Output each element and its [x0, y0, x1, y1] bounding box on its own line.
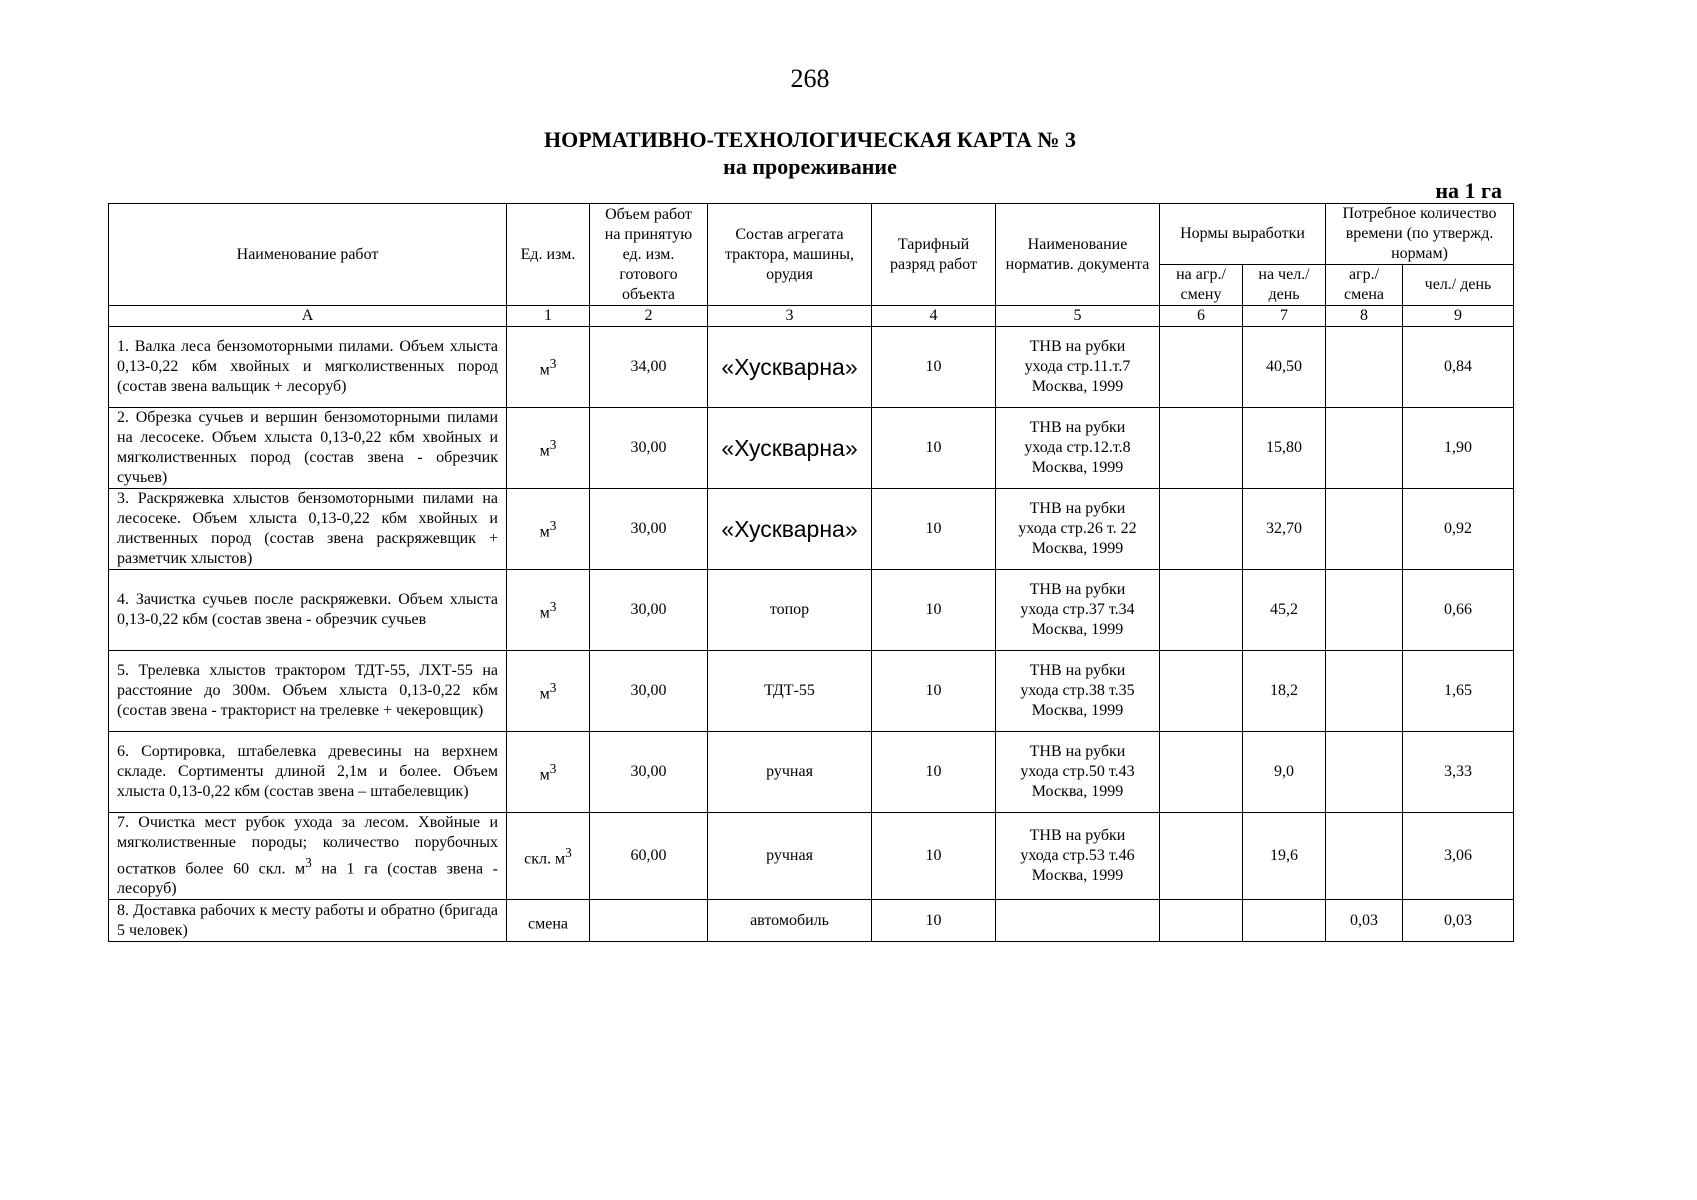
title-line: НОРМАТИВНО-ТЕХНОЛОГИЧЕСКАЯ КАРТА № 3 — [543, 127, 1076, 152]
time-unit-cell — [1326, 651, 1403, 732]
unit-cell — [507, 570, 590, 651]
time-unit-cell — [1326, 408, 1403, 489]
document-line: ухода стр.12.т.8 — [1024, 439, 1131, 456]
unit-superscript: 3 — [549, 517, 557, 533]
norm-per-person-cell: 40,50 — [1243, 327, 1326, 408]
column-index-row — [109, 306, 1514, 327]
document-line: ухода стр.11.т.7 — [1024, 358, 1131, 375]
norm-per-person-cell: 45,2 — [1243, 570, 1326, 651]
document-cell — [996, 570, 1160, 651]
equipment-cell: «Хускварна» — [708, 327, 872, 408]
document-cell — [996, 813, 1160, 900]
header-volume: Объем работ на принятую ед. изм. готового объекта — [590, 204, 708, 306]
unit-base: м — [539, 766, 550, 784]
document-line: ухода стр.26 т. 22 — [1018, 520, 1137, 537]
document-line: ТНВ на рубки — [1029, 743, 1126, 760]
document-cell — [996, 651, 1160, 732]
table-row — [109, 327, 1514, 408]
document-line: ухода стр.53 т.46 — [1020, 847, 1135, 865]
time-person-cell: 0,03 — [1403, 900, 1514, 942]
column-index: 6 — [1160, 306, 1243, 327]
tariff-cell: 10 — [872, 570, 996, 651]
norm-per-unit-cell — [1160, 489, 1243, 570]
unit-base: м — [539, 442, 550, 460]
work-name-cell: 2. Обрезка сучьев и вершин бензомоторными пилами на лесосеке. Объем хлыста 0,13-0,22 кбм хвойных и мягколиственных пород (состав звена - обрезчик сучьев) — [109, 408, 507, 489]
header-time-required: Потребное количество времени (по утвержд. нормам) — [1326, 204, 1514, 265]
unit-cell — [507, 651, 590, 732]
unit-base: смена — [528, 914, 568, 932]
column-index: 2 — [590, 306, 708, 327]
volume-cell: 30,00 — [590, 489, 708, 570]
work-name-cell: 3. Раскряжевка хлыстов бензомоторными пилами на лесосеке. Объем хлыста 0,13-0,22 кбм хвойных и лиственных пород (состав звена раскряжевщик + разметчик хлыстов) — [109, 489, 507, 570]
document-line: ТНВ на рубки — [1029, 827, 1126, 845]
norm-per-unit-cell — [1160, 651, 1243, 732]
unit-superscript: 3 — [549, 760, 557, 776]
subtitle-line: на прореживание — [723, 154, 897, 179]
unit-cell — [507, 408, 590, 489]
document-cell — [996, 489, 1160, 570]
norm-per-unit-cell — [1160, 408, 1243, 489]
work-name-cell: 5. Трелевка хлыстов трактором ТДТ-55, ЛХТ-55 на расстояние до 300м. Объем хлыста 0,13-0,22 кбм (состав звена - тракторист на трелевке + чекеровщик) — [109, 651, 507, 732]
document-cell — [996, 327, 1160, 408]
tariff-cell: 10 — [872, 732, 996, 813]
unit-cell — [507, 813, 590, 900]
tariff-cell: 10 — [872, 900, 996, 942]
work-name-text: 7. Очистка мест рубок ухода за лесом. Хвойные и мягколиственные породы; количество порубочных остатков более 60 скл. м — [117, 814, 498, 878]
volume-cell: 34,00 — [590, 327, 708, 408]
header-output-norms: Нормы выработки — [1160, 204, 1326, 265]
unit-cell — [507, 489, 590, 570]
header-person-day: чел./ день — [1403, 265, 1514, 306]
time-person-cell: 3,33 — [1403, 732, 1514, 813]
table-row — [109, 900, 1514, 942]
header-row-1 — [109, 204, 1514, 265]
column-index: 4 — [872, 306, 996, 327]
header-unit: Ед. изм. — [507, 204, 590, 306]
header-unit-shift: агр./ смена — [1326, 265, 1403, 306]
column-index: 8 — [1326, 306, 1403, 327]
column-index: 9 — [1403, 306, 1514, 327]
document-line: Москва, 1999 — [1031, 540, 1124, 557]
work-name-superscript: 3 — [305, 855, 312, 870]
tariff-cell: 10 — [872, 327, 996, 408]
volume-cell: 30,00 — [590, 570, 708, 651]
norm-per-person-cell: 32,70 — [1243, 489, 1326, 570]
document-line: ТНВ на рубки — [1029, 338, 1126, 355]
time-unit-cell: 0,03 — [1326, 900, 1403, 942]
document-line: ТНВ на рубки — [1029, 500, 1126, 517]
page-number: 268 — [790, 64, 830, 93]
volume-cell — [590, 900, 708, 942]
unit-cell — [507, 732, 590, 813]
equipment-cell: «Хускварна» — [708, 489, 872, 570]
document-line: Москва, 1999 — [1031, 459, 1124, 476]
time-person-cell: 0,66 — [1403, 570, 1514, 651]
time-person-cell: 1,90 — [1403, 408, 1514, 489]
document-line: Москва, 1999 — [1031, 378, 1124, 395]
table-row — [109, 408, 1514, 489]
time-unit-cell — [1326, 327, 1403, 408]
norm-per-person-cell: 19,6 — [1243, 813, 1326, 900]
tariff-cell: 10 — [872, 489, 996, 570]
document-line: Москва, 1999 — [1031, 783, 1124, 800]
equipment-cell: ручная — [708, 813, 872, 900]
table-row — [109, 489, 1514, 570]
tariff-cell: 10 — [872, 408, 996, 489]
document-line: ухода стр.38 т.35 — [1020, 682, 1135, 699]
header-per-person-day: на чел./ день — [1243, 265, 1326, 306]
norm-per-person-cell: 18,2 — [1243, 651, 1326, 732]
equipment-cell: топор — [708, 570, 872, 651]
unit-base: м — [539, 523, 550, 541]
header-unit-composition: Состав агрегата трактора, машины, орудия — [708, 204, 872, 306]
norms-table — [108, 203, 1514, 942]
unit-superscript: 3 — [549, 355, 557, 371]
unit-base: м — [539, 604, 550, 622]
unit-base: м — [539, 685, 550, 703]
unit-cell — [507, 327, 590, 408]
table-row — [109, 570, 1514, 651]
table-row — [109, 651, 1514, 732]
unit-superscript: 3 — [549, 436, 557, 452]
column-index: 7 — [1243, 306, 1326, 327]
document-line: ухода стр.50 т.43 — [1020, 763, 1135, 780]
document-line: ухода стр.37 т.34 — [1020, 601, 1135, 618]
time-person-cell: 3,06 — [1403, 813, 1514, 900]
document-line: Москва, 1999 — [1031, 867, 1124, 885]
volume-cell: 30,00 — [590, 651, 708, 732]
header-per-unit-shift: на агр./ смену — [1160, 265, 1243, 306]
volume-cell: 60,00 — [590, 813, 708, 900]
equipment-cell: ручная — [708, 732, 872, 813]
volume-cell: 30,00 — [590, 408, 708, 489]
document-cell — [996, 900, 1160, 942]
column-index: 1 — [507, 306, 590, 327]
document-line: ТНВ на рубки — [1029, 581, 1126, 598]
norm-per-person-cell: 15,80 — [1243, 408, 1326, 489]
equipment-cell: автомобиль — [708, 900, 872, 942]
header-work-name: Наименование работ — [109, 204, 507, 306]
column-index: 3 — [708, 306, 872, 327]
header-tariff: Тарифный разряд работ — [872, 204, 996, 306]
document-cell — [996, 408, 1160, 489]
area-unit-note: на 1 га — [1435, 178, 1502, 203]
time-unit-cell — [1326, 570, 1403, 651]
column-index: А — [109, 306, 507, 327]
table-row — [109, 813, 1514, 900]
time-unit-cell — [1326, 732, 1403, 813]
document-title — [0, 126, 1620, 180]
work-name-cell: 4. Зачистка сучьев после раскряжевки. Объем хлыста 0,13-0,22 кбм (состав звена - обрезчик сучьев — [109, 570, 507, 651]
time-unit-cell — [1326, 813, 1403, 900]
time-unit-cell — [1326, 489, 1403, 570]
tariff-cell: 10 — [872, 813, 996, 900]
document-line: ТНВ на рубки — [1029, 419, 1126, 436]
work-name-text: на 1 га (состав звена - лесоруб) — [117, 860, 499, 898]
equipment-cell: ТДТ-55 — [708, 651, 872, 732]
work-name-cell: 8. Доставка рабочих к месту работы и обратно (бригада 5 человек) — [109, 900, 507, 942]
norm-per-unit-cell — [1160, 813, 1243, 900]
volume-cell: 30,00 — [590, 732, 708, 813]
document-line: Москва, 1999 — [1031, 621, 1124, 638]
document-line: Москва, 1999 — [1031, 702, 1124, 719]
time-person-cell: 0,92 — [1403, 489, 1514, 570]
time-person-cell: 1,65 — [1403, 651, 1514, 732]
norm-per-person-cell — [1243, 900, 1326, 942]
unit-superscript: 3 — [549, 679, 557, 695]
work-name-cell: 6. Сортировка, штабелевка древесины на верхнем складе. Сортименты длиной 2,1м и более. Объем хлыста 0,13-0,22 кбм (состав звена – штабелевщик) — [109, 732, 507, 813]
norm-per-unit-cell — [1160, 732, 1243, 813]
work-name-cell — [109, 813, 507, 900]
norm-per-unit-cell — [1160, 570, 1243, 651]
unit-cell — [507, 900, 590, 942]
unit-base: скл. м — [524, 850, 566, 868]
table-row — [109, 732, 1514, 813]
column-index: 5 — [996, 306, 1160, 327]
norm-per-person-cell: 9,0 — [1243, 732, 1326, 813]
unit-superscript: 3 — [549, 598, 557, 614]
unit-superscript: 3 — [565, 845, 572, 860]
document-cell — [996, 732, 1160, 813]
work-name-cell: 1. Валка леса бензомоторными пилами. Объем хлыста 0,13-0,22 кбм хвойных и мягколиственных пород (состав звена вальщик + лесоруб) — [109, 327, 507, 408]
tariff-cell: 10 — [872, 651, 996, 732]
equipment-cell: «Хускварна» — [708, 408, 872, 489]
norm-per-unit-cell — [1160, 327, 1243, 408]
time-person-cell: 0,84 — [1403, 327, 1514, 408]
unit-base: м — [539, 361, 550, 379]
norm-per-unit-cell — [1160, 900, 1243, 942]
header-document: Наименование норматив. документа — [996, 204, 1160, 306]
document-line: ТНВ на рубки — [1029, 662, 1126, 679]
